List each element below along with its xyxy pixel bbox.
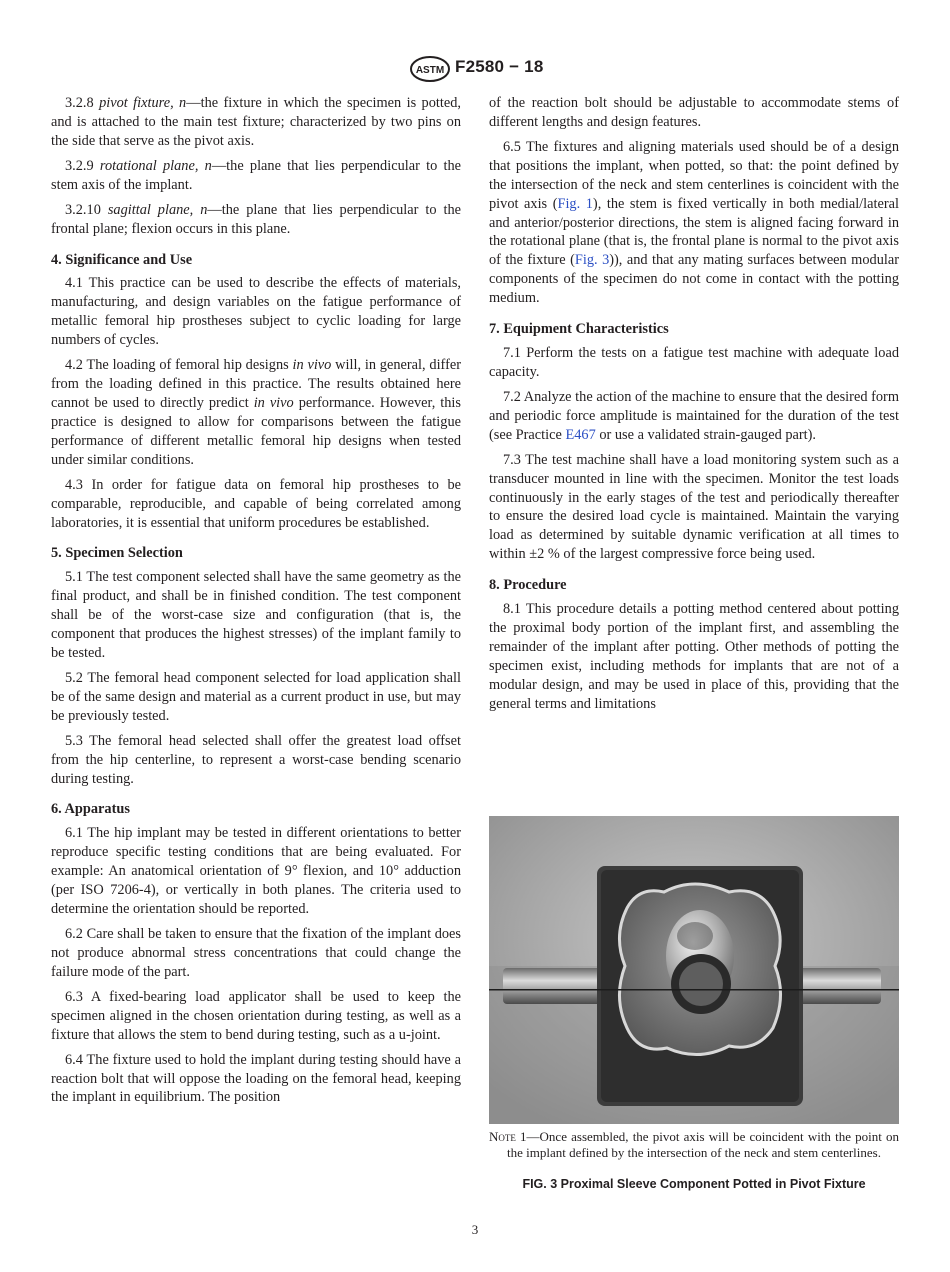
paragraph-3-2-9: 3.2.9 rotational plane, n—the plane that lies perpendicular to the stem axis of the implant. <box>51 157 461 193</box>
pivot-fixture-photo-icon <box>489 816 899 1124</box>
paragraph-3-2-8: 3.2.8 pivot fixture, n—the fixture in which the specimen is potted, and is attached to the main test fixture; characterized by two pins on the side that serve as the pivot axis. <box>51 95 461 149</box>
paragraph-7-3: 7.3 The test machine shall have a load monitoring system such as a transducer mounted in line with the specimen. Monitor the test loads continuously in the early stages of the test and periodically thereafter to ensure the desired load cycle is maintained. Maintain the varying load as determined by suitable dynamic verification at all times to within ±2 % of the largest compressive force being used. <box>489 451 899 563</box>
paragraph-6-4: 6.4 The fixture used to hold the implant during testing should have a reaction bolt that will oppose the loading on the femoral head, keeping the implant in equilibrium. The position <box>51 1051 461 1106</box>
figure-caption: FIG. 3 Proximal Sleeve Component Potted in Pivot Fixture <box>522 1177 866 1191</box>
paragraph-5-2: 5.2 The femoral head component selected for load application shall be of the same design and material as a current product in use, but may be previously tested. <box>51 669 461 724</box>
right-column <box>489 94 899 720</box>
document-id: F2580 − 18 <box>455 57 544 76</box>
left-column <box>51 94 461 1113</box>
figure-3-photo <box>489 816 899 1124</box>
paragraph-7-2: 7.2 Analyze the action of the machine to ensure that the desired form and periodic force amplitude is maintained for the duration of the test (see Practice E467 or use a validated strain-gauged part). <box>489 388 899 443</box>
page-header <box>0 56 950 84</box>
paragraph-5-3: 5.3 The femoral head selected shall offer the greatest load offset from the hip centerline, to represent a worst-case bending scenario during testing. <box>51 732 461 787</box>
paragraph-6-2: 6.2 Care shall be taken to ensure that the fixation of the implant does not produce abnormal stress concentrations that could change the failure mode of the part. <box>51 926 461 980</box>
paragraph-4-2: 4.2 The loading of femoral hip designs in vivo will, in general, differ from the loading defined in this practice. The results obtained here cannot be used to directly predict in vivo performance. However, this practice is designed to allow for comparisons between the fatigue performance of different metallic femoral hip designs when tested under similar conditions. <box>51 357 461 468</box>
paragraph-3-2-10: 3.2.10 sagittal plane, n—the plane that lies perpendicular to the frontal plane; flexion occurs in this plane. <box>51 201 461 237</box>
section-5-heading: 5. Specimen Selection <box>51 545 183 562</box>
paragraph-6-5: 6.5 The fixtures and aligning materials used should be of a design that positions the implant, when potted, so that: the point defined by the intersection of the neck and stem centerlines is coincident with the pivot axis (Fig. 1), the stem is fixed vertically in both medial/lateral and anterior/posterior directions, the stem is aligned facing forward in the rotational plane (that is, the frontal plane is normal to the pivot axis of the fixture (Fig. 3)), and that any mating surfaces between modular components of the specimen do not come in contact with the potting medium. <box>489 138 899 307</box>
page-number: 3 <box>471 1222 479 1237</box>
paragraph-4-1: 4.1 This practice can be used to describe the effects of materials, manufacturing, and design variables on the fatigue performance of metallic femoral hip prostheses subject to cyclic loading for large numbers of cycles. <box>51 275 461 349</box>
paragraph-6-3: 6.3 A fixed-bearing load applicator shall be used to keep the specimen aligned in the chosen orientation during testing, as well as a fixture that allows the stem to bend during testing, such as a u-joint. <box>51 988 461 1043</box>
fig-1-link[interactable]: Fig. 1 <box>557 195 593 212</box>
section-4-heading: 4. Significance and Use <box>51 251 193 268</box>
paragraph-8-1: 8.1 This procedure details a potting method centered about potting the proximal body portion of the implant first, and assembling the remainder of the implant after potting. Other methods of potting the specimen exist, including methods for implants that are not of a modular design, and may be used in place of this, providing that the general terms and limitations <box>489 601 899 712</box>
section-6-heading: 6. Apparatus <box>51 801 130 818</box>
paragraph-7-1: 7.1 Perform the tests on a fatigue test machine with adequate load capacity. <box>489 344 899 380</box>
paragraph-5-1: 5.1 The test component selected shall have the same geometry as the final product, and shall be in finished condition. The test component shall be of the worst-case size and configuration (that is, the component that produces the highest stresses) of the implant family to be tested. <box>51 569 461 661</box>
figure-note: Note 1—Once assembled, the pivot axis will be coincident with the point on the implant defined by the intersection of the neck and stem centerlines. <box>489 1129 899 1160</box>
astm-logo-icon <box>409 56 451 82</box>
fig-3-link[interactable]: Fig. 3 <box>574 252 610 269</box>
e467-link[interactable]: E467 <box>565 426 596 443</box>
section-7-heading: 7. Equipment Characteristics <box>489 321 669 338</box>
svg-text:ASTM: ASTM <box>415 65 445 76</box>
section-8-heading: 8. Procedure <box>489 577 567 594</box>
paragraph-4-3: 4.3 In order for fatigue data on femoral hip prostheses to be comparable, reproducible, and capable of being correlated among laboratories, it is essential that uniform procedures be established. <box>51 476 461 531</box>
paragraph-6-4-continued: of the reaction bolt should be adjustable to accommodate stems of different lengths and design features. <box>489 95 899 130</box>
paragraph-6-1: 6.1 The hip implant may be tested in different orientations to better reproduce specific testing conditions that are being evaluated. For example: An anatomical orientation of 9° flexion, and 10° adduction (per ISO 7206-4), or vertically in both planes. The criteria used to determine the orientation should be reported. <box>51 825 461 917</box>
